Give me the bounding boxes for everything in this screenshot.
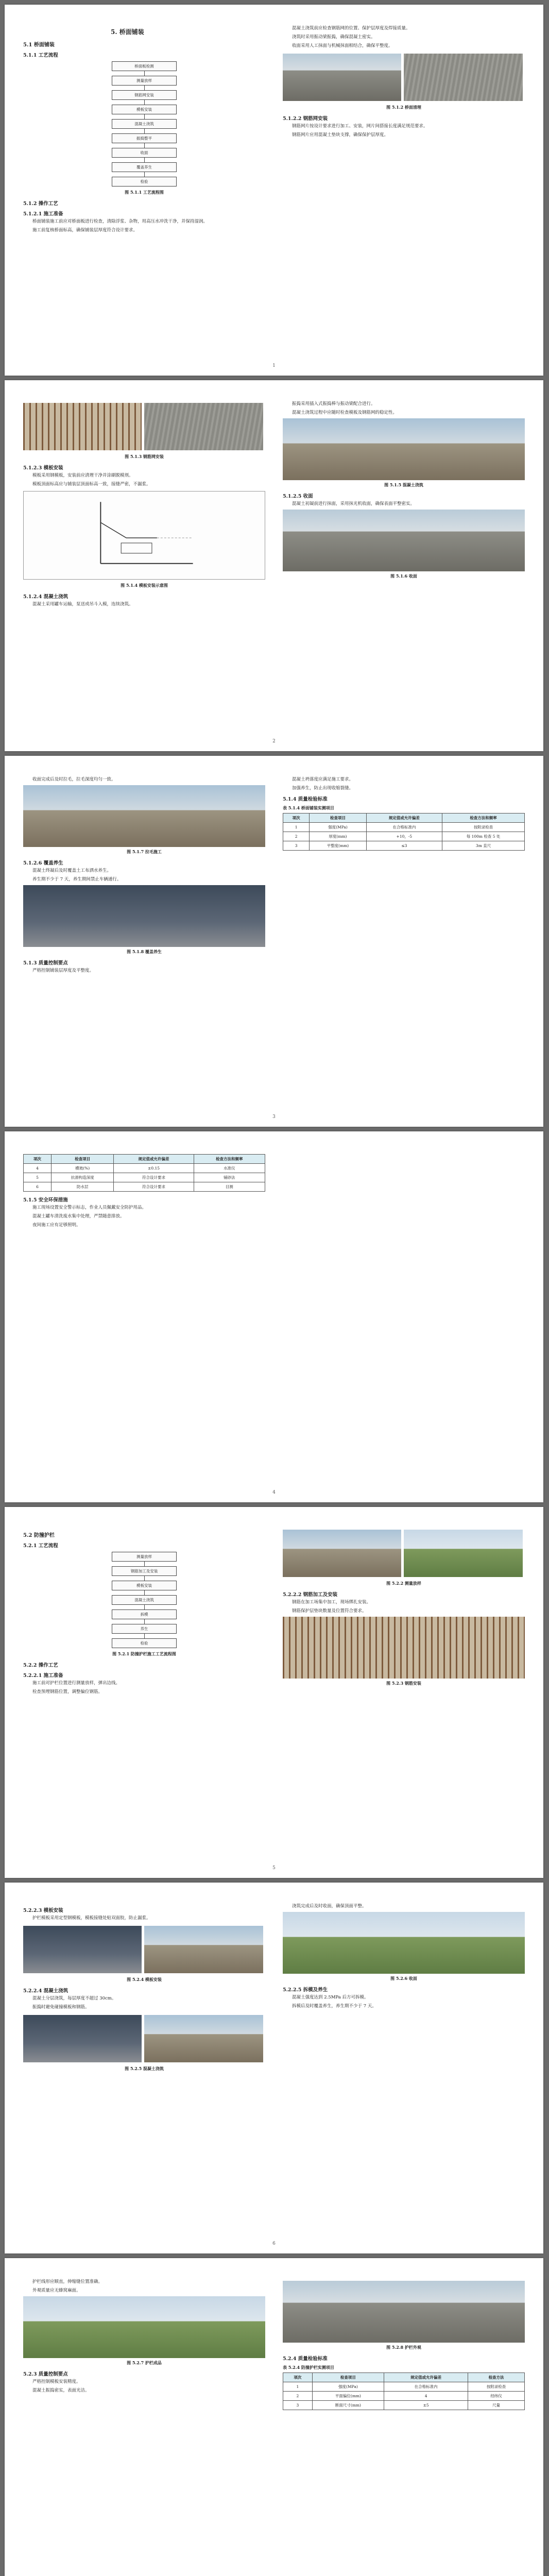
- subsection-heading: 5.2.2.1 施工准备: [23, 1673, 63, 1679]
- left-column: [23, 1903, 265, 2233]
- table-header: 检查方法和频率: [442, 814, 525, 823]
- flow-step: 混凝土浇筑: [112, 119, 177, 129]
- paragraph: 钢筋网片按设计要求进行加工、安装，网片间搭接长度满足规范要求。: [292, 124, 428, 129]
- paragraph: 混凝土初凝前进行抹面，采用抹光机收面，确保表面平整密实。: [292, 501, 415, 506]
- site-photo: [23, 885, 265, 947]
- right-column: [283, 1903, 525, 2233]
- table-cell: 平整度(mm): [310, 841, 366, 851]
- document-page-1: [5, 5, 543, 376]
- paragraph: 收面完成后及时拉毛，拉毛深度均匀一致。: [32, 777, 116, 782]
- subsection-heading: 5.2.2.2 钢筋加工及安装: [283, 1592, 338, 1598]
- table-header: 规定值或允许偏差: [114, 1155, 194, 1164]
- flow-step: 检验: [112, 1638, 177, 1648]
- paragraph: 加强养生，防止出现收缩裂缝。: [292, 786, 354, 791]
- table-cell: 在合格标准内: [384, 2382, 468, 2392]
- site-photo: [283, 1530, 401, 1577]
- page-number: 2: [272, 739, 276, 744]
- table-cell: 铺砂法: [194, 1173, 265, 1182]
- table-header: 规定值或允许偏差: [366, 814, 442, 823]
- figure-caption: 图 5.2.5 混凝土浇筑: [125, 2066, 164, 2071]
- left-column: [23, 1152, 265, 1482]
- paragraph: 混凝土振捣密实，表面光洁。: [32, 2388, 90, 2393]
- section-heading: 5.2 防撞护栏: [23, 1533, 55, 1538]
- site-photo: [144, 2015, 263, 2062]
- table-row: [283, 2392, 525, 2401]
- table-cell: +10，-5: [366, 832, 442, 841]
- table-cell: 5: [24, 1173, 52, 1182]
- subsection-heading: 5.1.2 操作工艺: [23, 201, 58, 207]
- table-title: 表 5.2.4 防撞护栏实测项目: [283, 2365, 334, 2370]
- site-photo: [283, 2281, 525, 2343]
- flow-step: 养生: [112, 1624, 177, 1634]
- left-column: [23, 401, 265, 731]
- subsection-heading: 5.1.2.2 钢筋网安装: [283, 116, 328, 122]
- subsection-heading: 5.1.5 安全环保措施: [23, 1197, 68, 1203]
- chapter-title: 5. 桥面铺装: [111, 28, 144, 36]
- paragraph: 混凝土罐车清洗废水集中处理，严禁随意排放。: [32, 1214, 125, 1219]
- table-row: [24, 1182, 265, 1192]
- figure-caption: 图 5.1.3 钢筋网安装: [125, 454, 164, 459]
- paragraph: 混凝土终凝后及时覆盖土工布洒水养生。: [32, 868, 112, 873]
- table-row: [283, 823, 525, 832]
- site-photo: [23, 1926, 142, 1973]
- flow-step: 模板安装: [112, 1581, 177, 1590]
- table-header: 检查方法: [468, 2373, 525, 2382]
- flow-step: 检验: [112, 177, 177, 187]
- site-photo: [283, 510, 525, 571]
- subsection-heading: 5.2.4 质量检验标准: [283, 2356, 328, 2362]
- inspection-table: [23, 1154, 265, 1192]
- subsection-heading: 5.1.2.6 覆盖养生: [23, 860, 63, 866]
- photo-row: [23, 2013, 265, 2064]
- table-cell: 强度(MPa): [312, 2382, 384, 2392]
- table-cell: 按附录检查: [442, 823, 525, 832]
- table-cell: 1: [283, 823, 310, 832]
- flow-step: 拆模: [112, 1609, 177, 1619]
- figure-caption: 图 5.1.2 桥面清理: [386, 105, 421, 110]
- table-cell: 尺量: [468, 2401, 525, 2410]
- left-column: [23, 2279, 265, 2576]
- paragraph: 振捣时避免碰撞模板和钢筋。: [32, 2005, 90, 2010]
- table-header: 项次: [283, 2373, 313, 2382]
- table-title: 表 5.1.4 桥面铺装实测项目: [283, 805, 334, 810]
- table-row: [283, 2401, 525, 2410]
- table-cell: 横坡(%): [51, 1164, 113, 1173]
- paragraph: 施工现场设置安全警示标志，作业人员佩戴安全防护用品。: [32, 1205, 147, 1210]
- paragraph: 施工前复核桥面标高，确保铺装层厚度符合设计要求。: [32, 228, 138, 233]
- site-photo: [23, 2015, 142, 2062]
- table-cell: 按附录检查: [468, 2382, 525, 2392]
- site-photo: [23, 785, 265, 847]
- page-number: 5: [272, 1866, 276, 1871]
- paragraph: 振捣采用插入式振捣棒与振动梁配合进行。: [292, 401, 375, 406]
- table-cell: 符合设计要求: [114, 1182, 194, 1192]
- table-row: [24, 1164, 265, 1173]
- paragraph: 混凝土分层浇筑，每层厚度不超过 30cm。: [32, 1996, 116, 2001]
- table-header: 规定值或允许偏差: [384, 2373, 468, 2382]
- right-column: [283, 2279, 525, 2576]
- flow-step: 钢筋加工及安装: [112, 1566, 177, 1576]
- table-cell: 水准仪: [194, 1164, 265, 1173]
- figure-caption: 图 5.1.8 覆盖养生: [127, 949, 162, 954]
- figure-caption: 图 5.2.3 钢筋安装: [386, 1681, 421, 1686]
- photo-row: [283, 1528, 525, 1579]
- subsection-heading: 5.1.1 工艺流程: [23, 53, 58, 58]
- table-cell: 抗滑构造深度: [51, 1173, 113, 1182]
- figure-caption: 图 5.1.7 拉毛施工: [127, 849, 162, 854]
- paragraph: 严格控制模板安装精度。: [32, 2379, 81, 2384]
- paragraph: 桥面铺装施工前应对桥面板进行检查，清除浮浆、杂物，用高压水冲洗干净，并保持湿润。: [32, 219, 208, 224]
- table-header: 检查项目: [51, 1155, 113, 1164]
- page-number: 6: [272, 2241, 276, 2246]
- paragraph: 混凝土坍落度应满足施工要求。: [292, 777, 354, 782]
- table-cell: 断面尺寸(mm): [312, 2401, 384, 2410]
- table-cell: 3: [283, 2401, 313, 2410]
- paragraph: 检查预埋钢筋位置，调整偏位钢筋。: [32, 1689, 103, 1694]
- formwork-diagram: [23, 491, 265, 580]
- subsection-heading: 5.2.2.4 混凝土浇筑: [23, 1988, 68, 1994]
- site-photo: [144, 403, 263, 450]
- document-page-7: [5, 2258, 543, 2576]
- flow-step: 模板安装: [112, 105, 177, 114]
- table-cell: 每 100m 检查 5 处: [442, 832, 525, 841]
- subsection-heading: 5.2.2.3 模板安装: [23, 1908, 63, 1913]
- left-column: [23, 25, 265, 355]
- table-cell: 强度(MPa): [310, 823, 366, 832]
- subsection-heading: 5.2.2.5 拆模及养生: [283, 1987, 328, 1993]
- paragraph: 夜间施工应有足够照明。: [32, 1223, 81, 1228]
- table-cell: 经纬仪: [468, 2392, 525, 2401]
- table-cell: 4: [24, 1164, 52, 1173]
- page-number: 4: [272, 1490, 276, 1495]
- subsection-heading: 5.1.2.4 混凝土浇筑: [23, 594, 68, 600]
- document-page-3: [5, 756, 543, 1127]
- page-number: 1: [272, 363, 276, 368]
- document-page-4: [5, 1131, 543, 1502]
- right-column: [283, 776, 525, 1106]
- table-cell: 4: [384, 2392, 468, 2401]
- table-cell: ≤3: [366, 841, 442, 851]
- right-column: [283, 1152, 525, 1482]
- document-page-6: [5, 1883, 543, 2253]
- table-header: 检查项目: [312, 2373, 384, 2382]
- subsection-heading: 5.1.3 质量控制要点: [23, 960, 68, 966]
- table-cell: 目测: [194, 1182, 265, 1192]
- paragraph: 浇筑完成后及时收面，确保顶面平整。: [292, 1904, 367, 1909]
- table-header: 检查项目: [310, 814, 366, 823]
- figure-caption: 图 5.2.8 护栏外观: [386, 2345, 421, 2350]
- table-header: 项次: [283, 814, 310, 823]
- table-cell: 厚度(mm): [310, 832, 366, 841]
- document-page-5: [5, 1507, 543, 1878]
- subsection-heading: 5.1.2.3 模板安装: [23, 465, 63, 471]
- right-column: [283, 25, 525, 355]
- table-cell: 2: [283, 2392, 313, 2401]
- inspection-table: [283, 813, 525, 851]
- right-column: [283, 1528, 525, 1857]
- site-photo: [144, 1926, 263, 1973]
- flow-step: 测量放样: [112, 1552, 177, 1562]
- table-cell: ±0.15: [114, 1164, 194, 1173]
- photo-row: [23, 1924, 265, 1975]
- flow-step: 振捣整平: [112, 133, 177, 143]
- site-photo: [404, 54, 522, 101]
- inspection-table: [283, 2372, 525, 2410]
- paragraph: 收面采用人工抹面与机械抹面相结合，确保平整度。: [292, 43, 393, 48]
- figure-caption: 图 5.2.1 防撞护栏施工工艺流程图: [112, 1651, 176, 1656]
- table-cell: 在合格标准内: [366, 823, 442, 832]
- paragraph: 模板顶面标高应与铺装层顶面标高一致，接缝严密，不漏浆。: [32, 482, 151, 487]
- figure-caption: 图 5.2.7 护栏成品: [127, 2360, 162, 2365]
- flow-step: 收面: [112, 148, 177, 158]
- table-header: 检查方法和频率: [194, 1155, 265, 1164]
- left-column: [23, 776, 265, 1106]
- flow-step: 钢筋网安装: [112, 90, 177, 100]
- paragraph: 护栏模板采用定型钢模板，模板接缝处贴双面胶，防止漏浆。: [32, 1916, 151, 1921]
- figure-caption: 图 5.1.5 混凝土浇筑: [384, 482, 423, 487]
- subsection-heading: 5.1.4 质量检验标准: [283, 796, 328, 802]
- site-photo: [404, 1530, 522, 1577]
- flow-step: 测量放样: [112, 76, 177, 86]
- paragraph: 施工前对护栏位置进行测量放样，弹出边线。: [32, 1681, 121, 1686]
- table-row: [24, 1173, 265, 1182]
- flow-step: 桥面板检测: [112, 61, 177, 71]
- site-photo: [23, 2296, 265, 2358]
- table-cell: 2: [283, 832, 310, 841]
- photo-row: [283, 52, 525, 103]
- table-cell: 3: [283, 841, 310, 851]
- flow-step: 混凝土浇筑: [112, 1595, 177, 1605]
- table-row: [283, 832, 525, 841]
- flow-step: 覆盖养生: [112, 162, 177, 172]
- paragraph: 钢筋保护层垫块数量及位置符合要求。: [292, 1608, 367, 1614]
- paragraph: 混凝土浇筑前应检查钢筋网的位置、保护层厚度及焊接质量。: [292, 26, 410, 31]
- site-photo: [23, 403, 142, 450]
- paragraph: 拆模后及时覆盖养生，养生期不少于 7 天。: [292, 2004, 376, 2009]
- page-number: 3: [272, 1114, 276, 1120]
- table-cell: 符合设计要求: [114, 1173, 194, 1182]
- subsection-heading: 5.1.2.5 收面: [283, 494, 313, 499]
- table-cell: 1: [283, 2382, 313, 2392]
- paragraph: 护栏线形应顺直，伸缩缝位置准确。: [32, 2279, 103, 2284]
- subsection-heading: 5.2.3 质量控制要点: [23, 2371, 68, 2377]
- paragraph: 钢筋网片应用混凝土垫块支撑，确保保护层厚度。: [292, 132, 389, 138]
- table-cell: 3m 直尺: [442, 841, 525, 851]
- site-photo: [283, 1617, 525, 1679]
- table-row: [283, 841, 525, 851]
- site-photo: [283, 54, 401, 101]
- site-photo: [283, 1912, 525, 1974]
- paragraph: 外观质量应无蜂窝麻面。: [32, 2288, 81, 2293]
- figure-caption: 图 5.1.1 工艺流程图: [125, 190, 164, 195]
- process-flowchart: [93, 61, 196, 187]
- table-header: 项次: [24, 1155, 52, 1164]
- process-flowchart: [93, 1552, 196, 1648]
- figure-caption: 图 5.2.4 模板安装: [127, 1977, 162, 1982]
- paragraph: 浇筑时采用振动梁振捣，确保混凝土密实。: [292, 35, 375, 40]
- paragraph: 严格控制铺装层厚度及平整度。: [32, 968, 94, 973]
- figure-caption: 图 5.2.2 测量放样: [386, 1581, 421, 1586]
- left-column: [23, 1528, 265, 1857]
- table-cell: ±5: [384, 2401, 468, 2410]
- subsection-heading: 5.1.2.1 施工准备: [23, 211, 63, 217]
- table-cell: 防水层: [51, 1182, 113, 1192]
- paragraph: 钢筋在加工场集中加工，现场绑扎安装。: [292, 1600, 371, 1605]
- subsection-heading: 5.2.1 工艺流程: [23, 1543, 58, 1549]
- site-photo: [283, 418, 525, 480]
- right-column: [283, 401, 525, 731]
- formwork-drawing: [24, 492, 265, 579]
- table-cell: 6: [24, 1182, 52, 1192]
- section-heading: 5.1 桥面铺装: [23, 42, 55, 48]
- paragraph: 模板采用钢模板，安装前应清理干净并涂刷脱模剂。: [32, 473, 133, 478]
- paragraph: 混凝土采用罐车运输，泵送或吊斗入模，连续浇筑。: [32, 602, 133, 607]
- subsection-heading: 5.2.2 操作工艺: [23, 1663, 58, 1668]
- document-page-2: [5, 380, 543, 751]
- paragraph: 混凝土强度达到 2.5MPa 后方可拆模。: [292, 1995, 369, 2000]
- table-cell: 平面偏位(mm): [312, 2392, 384, 2401]
- figure-caption: 图 5.2.6 收面: [390, 1976, 417, 1981]
- figure-caption: 图 5.1.6 收面: [390, 573, 417, 579]
- paragraph: 养生期不少于 7 天，养生期间禁止车辆通行。: [32, 877, 122, 882]
- photo-row: [23, 401, 265, 452]
- figure-caption: 图 5.1.4 模板安装示意图: [121, 583, 168, 588]
- paragraph: 混凝土浇筑过程中应随时检查模板及钢筋网的稳定性。: [292, 410, 398, 415]
- table-row: [283, 2382, 525, 2392]
